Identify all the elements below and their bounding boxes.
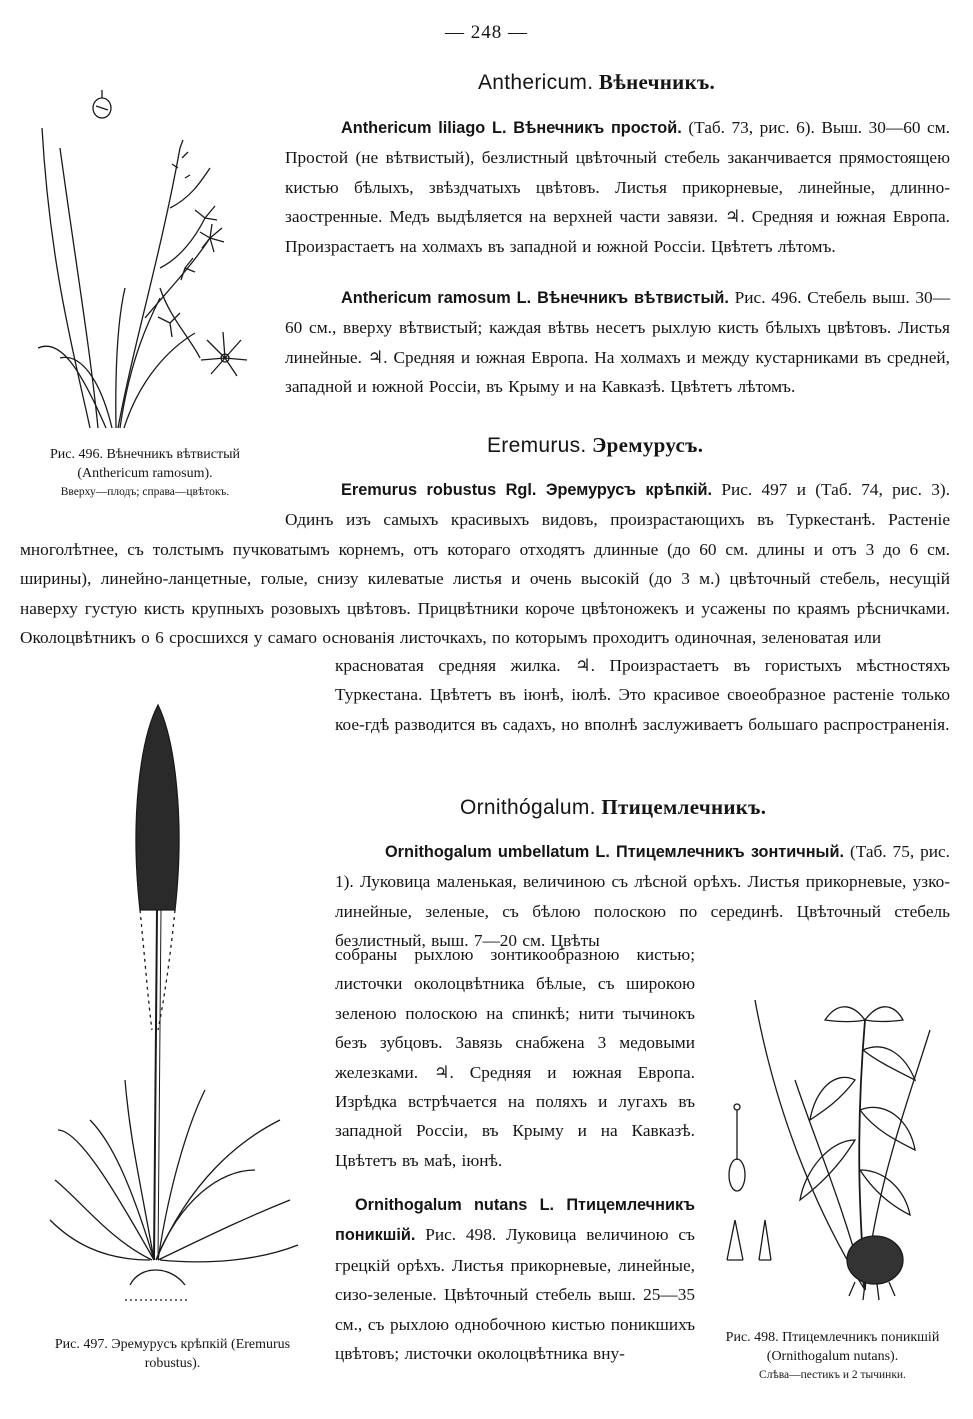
species-name: Anthericum ramosum L. Вѣнечникъ вѣтвистый.: [341, 289, 729, 307]
section-heading-ornithogalum: [460, 795, 766, 820]
section-heading-anthericum: [478, 70, 715, 95]
species-name: Ornithogalum umbellatum L. Птицемлечникъ зонтичный.: [385, 843, 844, 861]
flower-spike-icon: [136, 705, 179, 1030]
species-name: Anthericum liliago L. Вѣнечникъ простой.: [341, 119, 682, 137]
bulb-icon: [847, 1236, 903, 1284]
plant-illustration-ornithogalum: [715, 960, 955, 1320]
species-description: Рис. 498. Луковица величиною съ грецкій орѣхъ. Листья прикорневые, линейные, сизо-зеленые. Цвѣточный стебель выш. 25—35 см., съ рыхлою однобочною кистью поникшихъ цвѣтовъ; листочки околоцвѣтника вну-: [335, 1225, 695, 1364]
species-description: (Таб. 73, рис. 6). Выш. 30—60 см. Простой (не вѣтвистый), безлистный цвѣточный стебель заканчивается прямостоящею кистью бѣлыхъ, звѣздчатыхъ цвѣтовъ. Листья прикорневые, линейные, длинно-заостренные. Медъ выдѣляется на верхней части завязи. ♃. Средняя и южная Европа. Произрастаетъ на холмахъ въ западной и южной Россіи. Цвѣтетъ лѣтомъ.: [285, 118, 950, 256]
figure-496-subcaption: Вверху—плодъ; справа—цвѣтокъ.: [60, 486, 230, 498]
figure-498-caption: Рис. 498. Птицемлечникъ поникшій (Ornithogalum nutans).: [725, 1330, 940, 1364]
caption-float-spacer: [20, 475, 285, 533]
section-heading-latin: Anthericum.: [478, 71, 594, 94]
figure-497-eremurus-robustus: [40, 700, 310, 1325]
species-description-wide: (Таб. 75, рис. 1). Луковица маленькая, величиною съ лѣсной орѣхъ. Листья прикорневые, узко-линейные, зеленые, съ бѣлою полоскою по серединѣ. Цвѣточный стебель безлистный, выш. 7—20 см. Цвѣты: [335, 842, 950, 951]
section-heading-latin: Ornithógalum.: [460, 796, 596, 819]
species-description-wide: Рис. 497 и (Таб. 74, рис. 3). Одинъ изъ самыхъ красивыхъ видовъ, произрастающихъ въ Туркестанѣ. Растеніе многолѣтнее, съ толстымъ пучковатымъ корнемъ, отъ котораго отходятъ длинные (до 60 см. длины и отъ 3 до 6 см. ширины), линейно-ланцетные, голые, снизу килеватые листья и очень высокій (до 3 м.) цвѣточный стебель, несущій наверху густую кисть крупныхъ розовыхъ цвѣтовъ. Прицвѣтники короче цвѣтоножекъ и усажены по краямъ рѣсничками. Околоцвѣтникъ о 6 сросшихся у самаго основанія листочкахъ, по которымъ проходитъ одиночная, зеленоватая или: [20, 480, 950, 648]
entry-ornithogalum-nutans: [335, 1190, 695, 1368]
figure-496-anthericum-ramosum: [20, 88, 270, 433]
figure-496-caption: Рис. 496. Вѣнечникъ вѣтвистый (Anthericum ramosum).: [49, 447, 241, 481]
species-name: Ornithogalum nutans L. Птицемлечникъ поникшій.: [335, 1196, 695, 1245]
page-number: — 248 —: [445, 22, 528, 43]
plant-illustration-anthericum: [20, 88, 270, 433]
figure-498-caption-block: [705, 1328, 960, 1385]
flower-detail-icon: [201, 332, 247, 376]
entry-anthericum-ramosum: [285, 283, 950, 402]
entry-eremurus-robustus-continued: [335, 651, 950, 739]
entry-anthericum-liliago: [285, 113, 950, 261]
drooping-flower-icon: [800, 1007, 915, 1215]
section-heading-russian: Вѣнечникъ.: [598, 70, 716, 94]
species-description-narrow: красноватая средняя жилка. ♃. Произрастаетъ въ гористыхъ мѣстностяхъ Туркестана. Цвѣтетъ въ іюнѣ, іюлѣ. Это красивое своеобразное растеніе только кое-гдѣ разводится въ садахъ, но вполнѣ заслуживаетъ большаго распространенія.: [335, 656, 950, 734]
flower-star-icon: [158, 206, 224, 337]
species-description-narrow: собраны рыхлою зонтикообразною кистью; листочки околоцвѣтника бѣлые, съ широкою зеленою полоскою на спинкѣ; нити тычинокъ безъ зубцовъ. Завязь снабжена 3 медовыми железками. ♃. Средняя и южная Европа. Изрѣдка встрѣчается на поляхъ и лугахъ въ западной Россіи, въ Крыму и на Кавказѣ. Цвѣтетъ въ маѣ, іюнѣ.: [335, 945, 695, 1170]
figure-497-caption: Рис. 497. Эремурусъ крѣпкій (Eremurus robustus).: [54, 1337, 291, 1371]
species-name: Eremurus robustus Rgl. Эремурусъ крѣпкій.: [341, 481, 713, 499]
entry-ornithogalum-umbellatum: [335, 837, 950, 956]
section-heading-eremurus: [487, 433, 703, 458]
pistil-icon: [729, 1104, 745, 1191]
figure-497-caption-block: [40, 1335, 305, 1373]
species-description: Рис. 496. Стебель выш. 30—60 см., вверху вѣтвистый; каждая вѣтвь несетъ рыхлую кисть бѣлыхъ цвѣтовъ. Листья линейные. ♃. Средняя и южная Европа. На холмахъ и между кустарниками въ средней, западной и южной Россіи, въ Крыму и на Кавказѣ. Цвѣтетъ лѣтомъ.: [285, 288, 950, 397]
entry-eremurus-robustus: [20, 475, 950, 652]
section-heading-russian: Птицемлечникъ.: [601, 795, 767, 819]
entry-ornithogalum-umbellatum-continued: [335, 940, 695, 1175]
figure-498-ornithogalum-nutans: [715, 960, 955, 1320]
section-heading-latin: Eremurus.: [487, 434, 587, 457]
figure-498-subcaption: Слѣва—пестикъ и 2 тычинки.: [759, 1369, 906, 1381]
section-heading-russian: Эремурусъ.: [592, 433, 704, 457]
plant-illustration-eremurus: [40, 700, 310, 1325]
stamen-icon: [727, 1220, 771, 1260]
